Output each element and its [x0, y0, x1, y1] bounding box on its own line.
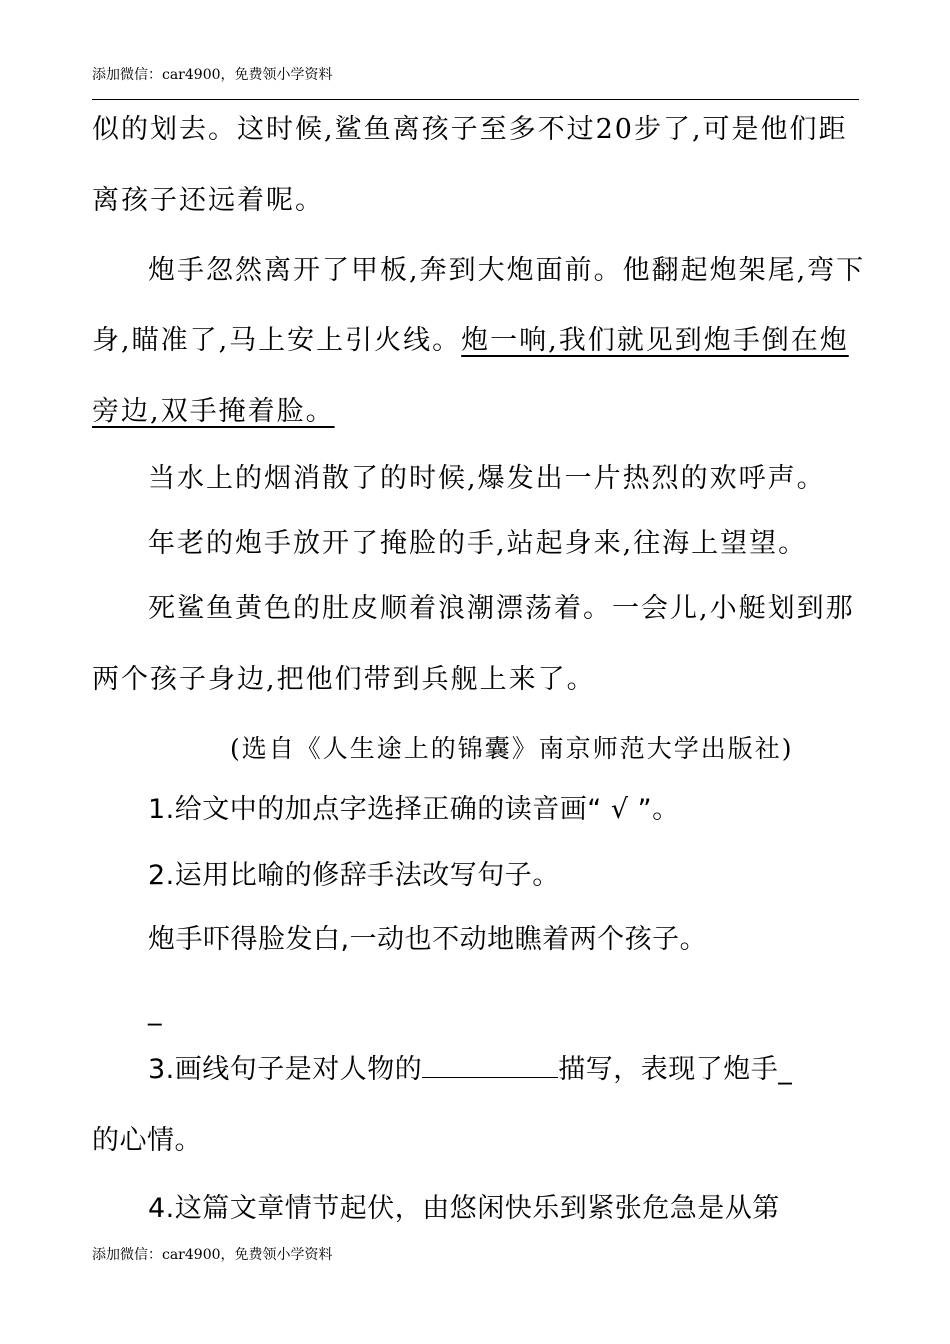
- question-3-text: 描写，表现了炮手: [558, 1054, 779, 1085]
- story-line-mixed: [92, 323, 849, 359]
- question-3-line2: 的心情。: [92, 1125, 202, 1156]
- header-rule: [92, 99, 859, 100]
- underlined-sentence: 炮一响,我们就见到炮手倒在炮: [461, 325, 849, 356]
- fill-in-blank: _: [778, 1054, 793, 1085]
- question-3: [148, 1052, 792, 1088]
- story-line: 年老的炮手放开了掩脸的手,站起身来,往海上望望。: [148, 528, 808, 559]
- story-line: 似的划去。这时候,鲨鱼离孩子至多不过20步了,可是他们距: [92, 114, 848, 145]
- question-2: 2.运用比喻的修辞手法改写句子。: [148, 860, 560, 891]
- underlined-sentence: 旁边,双手掩着脸。: [92, 396, 335, 427]
- page-footer: 添加微信：car4900，免费领小学资料: [92, 1247, 333, 1263]
- question-3-text: 3.画线句子是对人物的: [148, 1054, 423, 1085]
- story-line: 当水上的烟消散了的时候,爆发出一片热烈的欢呼声。: [148, 463, 826, 494]
- story-line: 两个孩子身边,把他们带到兵舰上来了。: [92, 664, 596, 695]
- page-header: 添加微信：car4900，免费领小学资料: [92, 67, 333, 83]
- answer-blank: _: [148, 995, 162, 1026]
- story-line: 炮手忽然离开了甲板,奔到大炮面前。他翻起炮架尾,弯下: [148, 255, 866, 286]
- question-1: 1.给文中的加点字选择正确的读音画“ √ ”。: [148, 794, 680, 825]
- fill-in-blank: [422, 1076, 558, 1078]
- story-line: 死鲨鱼黄色的肚皮顺着浪潮漂荡着。一会儿,小艇划到那: [148, 593, 855, 624]
- story-line: 离孩子还远着呢。: [92, 185, 324, 216]
- question-4: 4.这篇文章情节起伏，由悠闲快乐到紧张危急是从第: [148, 1193, 780, 1224]
- story-text: 身,瞄准了,马上安上引火线。: [92, 325, 462, 356]
- source-citation: (选自《人生途上的锦囊》南京师范大学出版社): [230, 734, 794, 763]
- question-2-sentence: 炮手吓得脸发白,一动也不动地瞧着两个孩子。: [148, 924, 708, 955]
